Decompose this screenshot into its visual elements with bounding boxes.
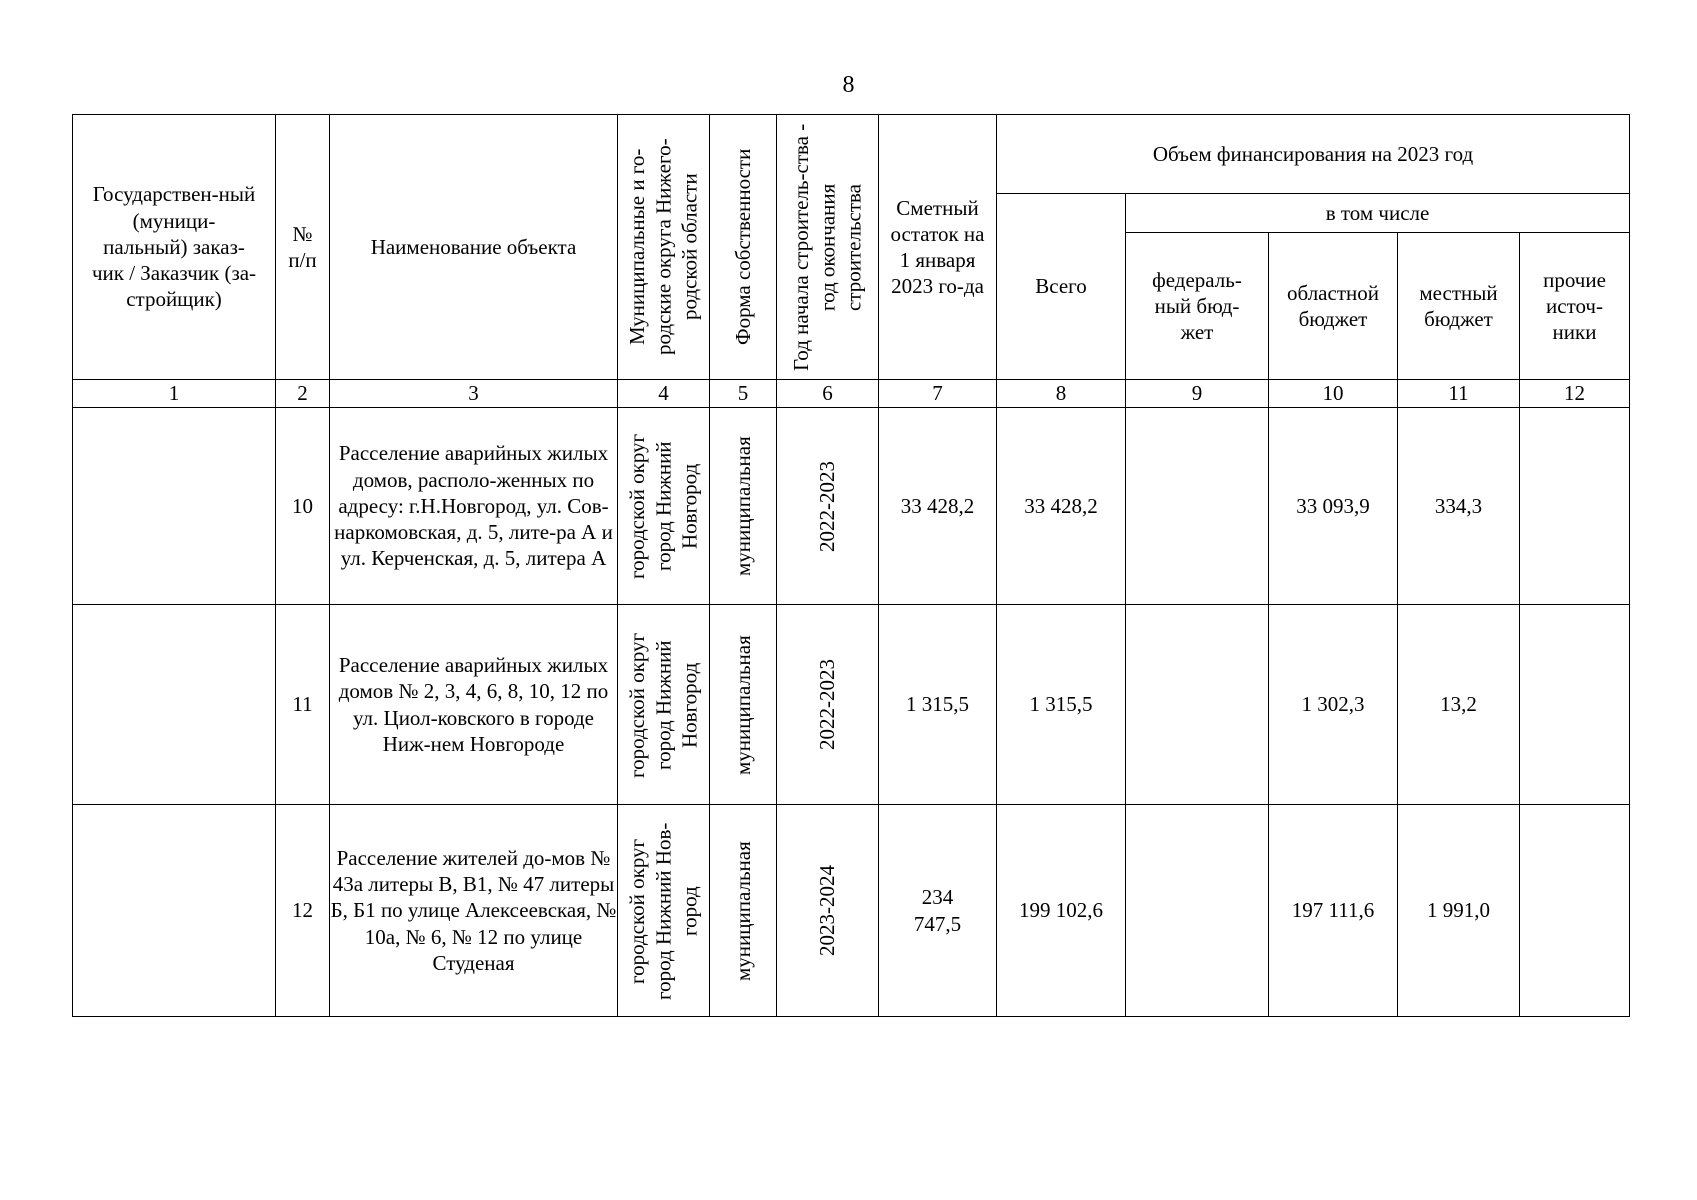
cell-estimate-balance: 1 315,5 xyxy=(879,605,997,805)
cell-object-name: Расселение аварийных жилых домов № 2, 3, 4, 6, 8, 10, 12 по ул. Циол-ковского в городе Ниж-нем Новгороде xyxy=(330,605,618,805)
cell-construction-years: 2023-2024 xyxy=(777,805,879,1017)
header-ownership: Форма собственности xyxy=(710,115,777,380)
column-number: 2 xyxy=(276,380,330,408)
cell-federal-budget xyxy=(1126,805,1269,1017)
cell-municipality: городской округ город Нижний Новгород xyxy=(618,605,710,805)
cell-total: 1 315,5 xyxy=(997,605,1126,805)
header-local-budget: местный бюджет xyxy=(1398,233,1520,380)
header-federal-budget: федераль-ный бюд-жет xyxy=(1126,233,1269,380)
column-number: 6 xyxy=(777,380,879,408)
column-number: 12 xyxy=(1520,380,1630,408)
column-number: 3 xyxy=(330,380,618,408)
cell-municipality: городской округ город Нижний Нов-город xyxy=(618,805,710,1017)
cell-number: 12 xyxy=(276,805,330,1017)
cell-other-sources xyxy=(1520,605,1630,805)
column-number: 11 xyxy=(1398,380,1520,408)
header-number: № п/п xyxy=(276,115,330,380)
cell-construction-years: 2022-2023 xyxy=(777,408,879,605)
cell-federal-budget xyxy=(1126,408,1269,605)
column-number-row xyxy=(73,380,1630,408)
column-number: 10 xyxy=(1269,380,1398,408)
header-including: в том числе xyxy=(1126,194,1630,233)
cell-customer xyxy=(73,408,276,605)
cell-regional-budget: 33 093,9 xyxy=(1269,408,1398,605)
cell-other-sources xyxy=(1520,408,1630,605)
cell-estimate-balance: 234 747,5 xyxy=(879,805,997,1017)
cell-number: 10 xyxy=(276,408,330,605)
column-number: 9 xyxy=(1126,380,1269,408)
header-customer: Государствен-ный (муници-пальный) заказ-чик / Заказчик (за-стройщик) xyxy=(73,115,276,380)
cell-other-sources xyxy=(1520,805,1630,1017)
cell-estimate-balance: 33 428,2 xyxy=(879,408,997,605)
cell-local-budget: 334,3 xyxy=(1398,408,1520,605)
cell-object-name: Расселение жителей до-мов № 43а литеры В, В1, № 47 литеры Б, Б1 по улице Алексеевская, № 10а, № 6, № 12 по улице Студеная xyxy=(330,805,618,1017)
cell-federal-budget xyxy=(1126,605,1269,805)
cell-ownership: муниципальная xyxy=(710,408,777,605)
cell-number: 11 xyxy=(276,605,330,805)
page-number: 8 xyxy=(842,72,855,98)
column-number: 8 xyxy=(997,380,1126,408)
cell-local-budget: 1 991,0 xyxy=(1398,805,1520,1017)
investment-program-table xyxy=(72,114,1630,1017)
table-row xyxy=(73,805,1630,1017)
table-row xyxy=(73,408,1630,605)
header-other-sources: прочие источ-ники xyxy=(1520,233,1630,380)
header-estimate-balance: Сметный остаток на 1 января 2023 го-да xyxy=(879,115,997,380)
cell-object-name: Расселение аварийных жилых домов, располо-женных по адресу: г.Н.Новгород, ул. Сов-наркомовская, д. 5, лите-ра А и ул. Керченская, д. 5, литера А xyxy=(330,408,618,605)
column-number: 5 xyxy=(710,380,777,408)
cell-municipality: городской округ город Нижний Новгород xyxy=(618,408,710,605)
column-number: 4 xyxy=(618,380,710,408)
cell-construction-years: 2022-2023 xyxy=(777,605,879,805)
header-regional-budget: областной бюджет xyxy=(1269,233,1398,380)
cell-regional-budget: 1 302,3 xyxy=(1269,605,1398,805)
cell-ownership: муниципальная xyxy=(710,605,777,805)
header-municipality: Муниципальные и го-родские округа Нижего-родской области xyxy=(618,115,710,380)
header-object-name: Наименование объекта xyxy=(330,115,618,380)
cell-local-budget: 13,2 xyxy=(1398,605,1520,805)
header-funding-2023: Объем финансирования на 2023 год xyxy=(997,115,1630,194)
header-total: Всего xyxy=(997,194,1126,380)
cell-regional-budget: 197 111,6 xyxy=(1269,805,1398,1017)
cell-total: 33 428,2 xyxy=(997,408,1126,605)
column-number: 1 xyxy=(73,380,276,408)
table-row xyxy=(73,605,1630,805)
header-construction-years: Год начала строитель-ства - год окончания строительства xyxy=(777,115,879,380)
cell-customer xyxy=(73,605,276,805)
cell-total: 199 102,6 xyxy=(997,805,1126,1017)
column-number: 7 xyxy=(879,380,997,408)
cell-customer xyxy=(73,805,276,1017)
cell-ownership: муниципальная xyxy=(710,805,777,1017)
header-row-1 xyxy=(73,115,1630,194)
